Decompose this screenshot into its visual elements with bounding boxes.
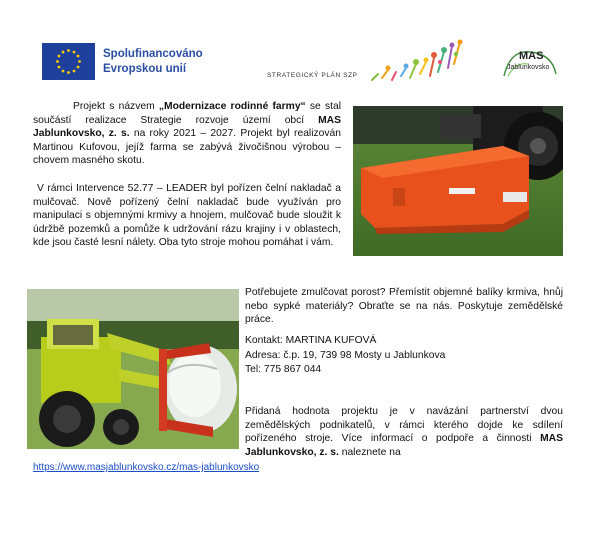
contact-phone: Tel: 775 867 044 xyxy=(245,364,322,375)
contact-block xyxy=(245,334,445,378)
mas-website-link[interactable]: https://www.masjablunkovsko.cz/mas-jablunkovsko xyxy=(33,462,260,473)
services-paragraph: Potřebujete zmulčovat porost? Přemístit objemné balíky krmiva, hnůj nebo sypké materiály? Obraťte se na nás. Poskytuje zemědělské práce. xyxy=(245,287,563,326)
added-value-text-2: naleznete na xyxy=(338,446,401,458)
contact-name: Kontakt: MARTINA KUFOVÁ xyxy=(245,335,377,346)
intervention-paragraph: V rámci Intervence 52.77 – LEADER byl pořízen čelní nakladač a mulčovač. Nově pořízený čelní nakladač bude využíván pro manipulaci s objemnými krmivy a hnojem, mulčovač bude sloužit k údržbě pozemků a pomůže k udržování rázu krajiny i v oblastech, kde jsou časté lesní nálety. Oba tyto stroje mohou pomáhat i vám. xyxy=(33,183,341,249)
intro-text-1: Projekt s názvem xyxy=(73,101,159,112)
mas-logo-name: MAS xyxy=(519,50,544,62)
mas-logo-sub: Jablunkovsko xyxy=(507,64,550,71)
eu-star xyxy=(62,70,65,73)
eu-star xyxy=(73,51,76,54)
eu-star xyxy=(58,66,61,69)
intro-paragraph xyxy=(33,100,341,168)
szp-label: STRATEGICKÝ PLÁN SZP xyxy=(267,72,358,79)
eu-cofinanced-label xyxy=(103,47,203,77)
eu-star xyxy=(67,49,70,52)
organization-name: MAS Jablunkovsko, z. s. xyxy=(33,114,341,140)
eu-star xyxy=(73,70,76,73)
eu-line-1: Spolufinancováno xyxy=(103,48,203,60)
eu-star xyxy=(56,60,59,63)
eu-star xyxy=(78,60,81,63)
added-value-paragraph xyxy=(245,405,563,459)
szp-logo-icon xyxy=(368,38,464,82)
intro-text-3: na roky 2021 – 2027. Projekt byl realizován Martinou Kufovou, jejíž farma se zabývá živočišnou výrobou – chovem masného skotu. xyxy=(33,128,341,167)
project-name: „Modernizace rodinné farmy“ xyxy=(158,101,306,112)
eu-line-2: Evropskou unií xyxy=(103,63,187,75)
eu-flag-icon xyxy=(42,43,95,80)
eu-star xyxy=(77,55,80,58)
contact-address: Adresa: č.p. 19, 739 98 Mosty u Jablunkova xyxy=(245,349,446,361)
eu-star xyxy=(67,71,70,74)
eu-star xyxy=(62,51,65,54)
eu-star xyxy=(58,55,61,58)
intro-text-2: se stal součástí realizace Strategie rozvoje území obcí xyxy=(33,101,341,126)
added-value-text-1: Přidaná hodnota projektu je v navázání partnerství dvou zemědělských podnikatelů, v rámci kterého dojde ke sdílení pořízeného stroje. Více informací o podpoře a činnosti xyxy=(245,406,563,445)
front-loader-photo xyxy=(27,289,239,449)
eu-star xyxy=(77,66,80,69)
organization-name-2: MAS Jablunkovsko, z. s. xyxy=(245,433,563,458)
mulcher-photo xyxy=(353,106,563,256)
